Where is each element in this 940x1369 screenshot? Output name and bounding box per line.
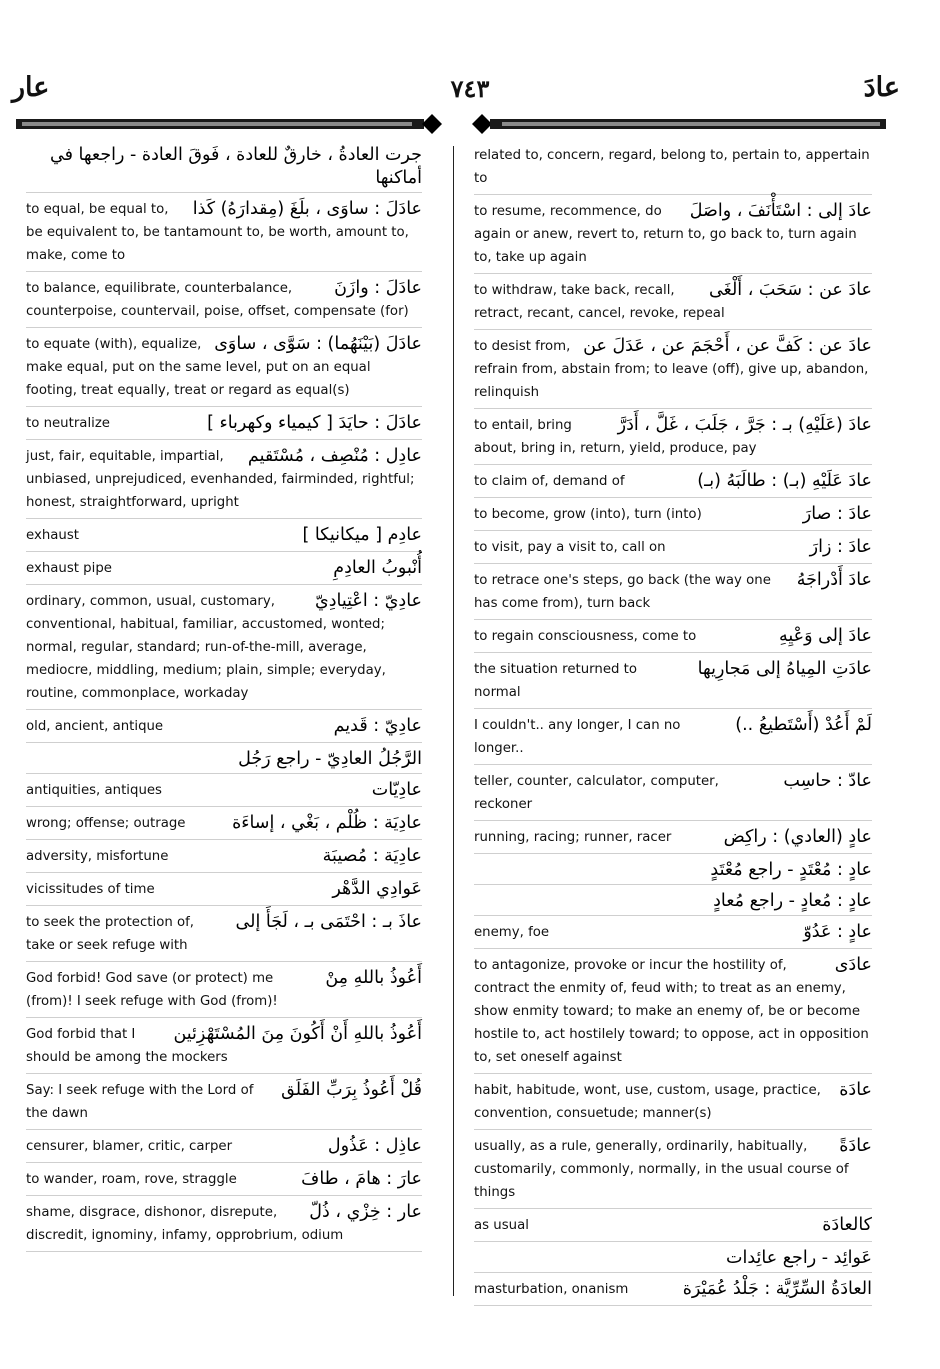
dictionary-entry (26, 277, 422, 328)
english-definition: to regain consciousness, come to (474, 629, 697, 644)
left-column (26, 144, 422, 1257)
english-definition: the situation returned to normal (474, 662, 638, 700)
dictionary-entry (474, 826, 872, 854)
english-definition: wrong; offense; outrage (26, 816, 186, 831)
english-definition: censurer, blamer, critic, carper (26, 1139, 233, 1154)
arabic-headword: عادَى (834, 955, 872, 975)
arabic-headword: عادَ (عَلَيْهِ) بـ : جَرَّ ، جَلَبَ ، غَلَّ ، أَدَرَّ (617, 415, 872, 435)
dictionary-entry (26, 779, 422, 807)
arabic-headword: عارَ : هامَ ، طافَ (301, 1169, 422, 1189)
arabic-headword: كالعادَة (822, 1215, 872, 1235)
english-definition: Say: I seek refuge with the Lord of the dawn (26, 1083, 254, 1121)
dictionary-entry (474, 1247, 872, 1273)
english-definition: adversity, misfortune (26, 849, 169, 864)
arabic-headword: عادَة (839, 1080, 872, 1100)
english-definition: running, racing; runner, racer (474, 830, 672, 845)
dictionary-entry (26, 524, 422, 552)
arabic-headword: عادَلَ (بَيْنَهُما) : سَوَّى ، ساوَى (214, 334, 422, 354)
arabic-headword: عادِيّ : قَديم (333, 716, 422, 736)
dictionary-entry (474, 1278, 872, 1306)
dictionary-entry (26, 967, 422, 1018)
english-definition: to balance, equilibrate, counterbalance, counterpoise, countervail, poise, offset, compensate (for) (26, 281, 409, 319)
header-right-word: عادَ (863, 72, 900, 103)
english-definition: old, ancient, antique (26, 719, 164, 734)
dictionary-entry (26, 1023, 422, 1074)
english-definition: God forbid! God save (or protect) me (from)! I seek refuge with God (from)! (26, 971, 278, 1009)
english-definition: vicissitudes of time (26, 882, 155, 897)
english-definition: shame, disgrace, dishonor, disrepute, discredit, ignominy, infamy, opprobrium, odium (26, 1205, 344, 1243)
english-definition: related to, concern, regard, belong to, pertain to, appertain to (474, 148, 870, 186)
english-definition: to become, grow (into), turn (into) (474, 507, 702, 522)
english-definition: usually, as a rule, generally, ordinarily, habitually, customarily, commonly, normally, in the usual course of things (474, 1139, 849, 1200)
arabic-headword: عار : خِزْي ، ذُلّ (309, 1202, 422, 1222)
arabic-headword: عادٍ : مُعْتَدٍ - راجع مُعْتَدٍ (710, 860, 872, 880)
english-definition: to visit, pay a visit to, call on (474, 540, 666, 555)
dictionary-entry (474, 1214, 872, 1242)
english-definition: God forbid that I should be among the mockers (26, 1027, 228, 1065)
dictionary-entry (26, 845, 422, 873)
arabic-headword: أَعُوذُ باللهِ مِنْ (325, 968, 422, 988)
english-definition: to entail, bring about, bring in, return, yield, produce, pay (474, 418, 757, 456)
dictionary-entry (26, 748, 422, 774)
english-definition: to desist from, refrain from, abstain from; to leave (off), give up, abandon, relinquish (474, 339, 869, 400)
arabic-headword: عادَ : زارَ (809, 537, 872, 557)
arabic-headword: عادَلَ : ساوَى ، بلَغَ (مِقدارَهُ) كَذا (192, 199, 422, 219)
right-column (474, 144, 872, 1311)
dictionary-entry (474, 770, 872, 821)
dictionary-entry (26, 590, 422, 710)
dictionary-entry (26, 812, 422, 840)
dictionary-entry (26, 333, 422, 407)
dictionary-entry (474, 414, 872, 465)
english-definition: habit, habitude, wont, use, custom, usage, practice, convention, consuetude; manner(s) (474, 1083, 821, 1121)
arabic-headword: عادِيَة : مُصيبَة (322, 846, 422, 866)
arabic-headword: عادَ عَلَيْهِ (بـ) : طالَبَهُ (بـ) (697, 471, 872, 491)
arabic-headword: أَعُوذُ باللهِ أَنْ أَكُونَ مِنَ المُسْتَهْزِئين (173, 1024, 422, 1044)
dictionary-entry (474, 890, 872, 916)
arabic-headword: عادٍ (العادي) : راكِض (723, 827, 872, 847)
dictionary-entry (26, 1079, 422, 1130)
english-definition: to withdraw, take back, recall, retract, recant, cancel, revoke, repeal (474, 283, 725, 321)
english-definition: to retrace one's steps, go back (the way one has come from), turn back (474, 573, 771, 611)
dictionary-entry (474, 279, 872, 330)
english-definition: antiquities, antiques (26, 783, 162, 798)
dictionary-entry (26, 715, 422, 743)
header-left-word: عار (12, 72, 50, 103)
dictionary-entry (26, 1168, 422, 1196)
arabic-headword: عادِيَة : ظُلْم ، بَغْي ، إساءَة (232, 813, 422, 833)
arabic-headword: عادِل : مُنْصِف ، مُسْتَقيم (247, 446, 422, 466)
column-divider (453, 146, 454, 1296)
dictionary-entry (474, 144, 872, 195)
arabic-headword: عادٍ : مُعادٍ - راجع مُعادٍ (713, 891, 872, 911)
english-definition: ordinary, common, usual, customary, conventional, habitual, familiar, accustomed, wonted; normal, regular, standard; run-of-the-mill, average, mediocre, middling, medium; plain, simple; everyday, routine, commonplace, workaday (26, 594, 386, 701)
dictionary-entry (26, 198, 422, 272)
english-definition: to resume, recommence, do again or anew, revert to, return to, go back to, turn again to, take up again (474, 204, 857, 265)
arabic-headword: لَمْ أَعُدْ (أَسْتَطيعُ ..) (735, 715, 872, 735)
dictionary-entry (26, 557, 422, 585)
header-rule-right (470, 110, 888, 138)
english-definition: to neutralize (26, 416, 110, 431)
dictionary-entry (474, 200, 872, 274)
dictionary-entry (474, 470, 872, 498)
english-definition: exhaust pipe (26, 561, 112, 576)
arabic-headword: عادَ عن : كَفَّ عن ، أَحْجَمَ عن ، عَدَلَ عن (583, 336, 872, 356)
arabic-headword: عادَلَ : حايَدَ [ كيمياء وكهرباء ] (207, 413, 422, 433)
arabic-headword: العادَةُ السِّرِّيَّة : جَلْدُ عُمَيْرَة (682, 1279, 872, 1299)
english-definition: exhaust (26, 528, 79, 543)
arabic-headword: عادِيّات (371, 780, 422, 800)
arabic-headword: عادَ أَدْراجَهُ (796, 570, 872, 590)
dictionary-entry (26, 911, 422, 962)
arabic-headword: عادَلَ : وازَنَ (334, 278, 422, 298)
dictionary-entry (26, 412, 422, 440)
dictionary-entry (26, 144, 422, 193)
english-definition: to equate (with), equalize, make equal, put on the same level, put on an equal footing, treat equally, treat or regard as equal(s) (26, 337, 371, 398)
header-rule-left (14, 110, 444, 138)
english-definition: I couldn't.. any longer, I can no longer.. (474, 718, 681, 756)
dictionary-entry (474, 954, 872, 1074)
arabic-headword: عاذِل : عَذُول (327, 1136, 422, 1156)
arabic-headword: أُنْبوبُ العادِمِ (333, 558, 422, 578)
dictionary-entry (26, 445, 422, 519)
page-number: ٧٤٣ (450, 74, 490, 103)
english-definition: to equal, be equal to, be equivalent to, be tantamount to, be worth, amount to, make, come to (26, 202, 409, 263)
dictionary-entry (474, 536, 872, 564)
arabic-headword: عادَ عن : سَحَبَ ، أَلْغَى (708, 280, 872, 300)
dictionary-entry (474, 503, 872, 531)
dictionary-entry (26, 1135, 422, 1163)
dictionary-entry (474, 658, 872, 709)
english-definition: enemy, foe (474, 925, 550, 940)
english-definition: to claim of, demand of (474, 474, 625, 489)
english-definition: teller, counter, calculator, computer, reckoner (474, 774, 719, 812)
arabic-headword: عَوائِد - راجع عائِدات (725, 1248, 872, 1268)
arabic-headword: جرت العادةُ ، خارقٌ للعادة ، فَوقَ العادة - راجعها في أماكنها (50, 145, 422, 188)
dictionary-entry (474, 921, 872, 949)
arabic-headword: عَوادِي الدَّهْر (332, 879, 422, 899)
arabic-headword: عادّ : حاسِب (783, 771, 872, 791)
arabic-headword: عادِيّ : اعْتِيادِيّ (315, 591, 422, 611)
arabic-headword: عاذَ بـ : احْتَمَى بـ ، لَجَأَ إلى (235, 912, 422, 932)
dictionary-entry (474, 569, 872, 620)
english-definition: to antagonize, provoke or incur the hostility of, contract the enmity of, feud with; to treat as an enemy, show enmity toward; to make an enemy of, be or become hostile to, act hostilely toward; to oppose, act in opposition to, set oneself against (474, 958, 869, 1065)
arabic-headword: عادَ : صارَ (802, 504, 872, 524)
arabic-headword: عادِم [ ميكانيكا ] (302, 525, 422, 545)
dictionary-entry (474, 714, 872, 765)
english-definition: to seek the protection of, take or seek refuge with (26, 915, 195, 953)
dictionary-entry (474, 1135, 872, 1209)
english-definition: masturbation, onanism (474, 1282, 629, 1297)
english-definition: just, fair, equitable, impartial, unbiased, unprejudiced, evenhanded, fairminded, rightful; honest, straightforward, upright (26, 449, 415, 510)
dictionary-entry (474, 859, 872, 885)
arabic-headword: عادَةً (839, 1136, 872, 1156)
dictionary-entry (26, 878, 422, 906)
dictionary-entry (474, 625, 872, 653)
arabic-headword: عادَ إلى وَعْيِهِ (778, 626, 872, 646)
dictionary-entry (474, 1079, 872, 1130)
arabic-headword: عادٍ : عَدُوّ (803, 922, 872, 942)
arabic-headword: عادَتِ المِياهُ إلى مَجارِيها (697, 659, 872, 679)
english-definition: as usual (474, 1218, 529, 1233)
arabic-headword: قُلْ أَعُوذُ بِرَبِّ الفَلَق (281, 1080, 422, 1100)
arabic-headword: الرَّجُلُ العادِيّ - راجع رَجُل (238, 749, 422, 769)
english-definition: to wander, roam, rove, straggle (26, 1172, 237, 1187)
dictionary-entry (26, 1201, 422, 1252)
arabic-headword: عادَ إلى : اسْتَأْنَفَ ، واصَلَ (689, 201, 872, 221)
dictionary-entry (474, 335, 872, 409)
